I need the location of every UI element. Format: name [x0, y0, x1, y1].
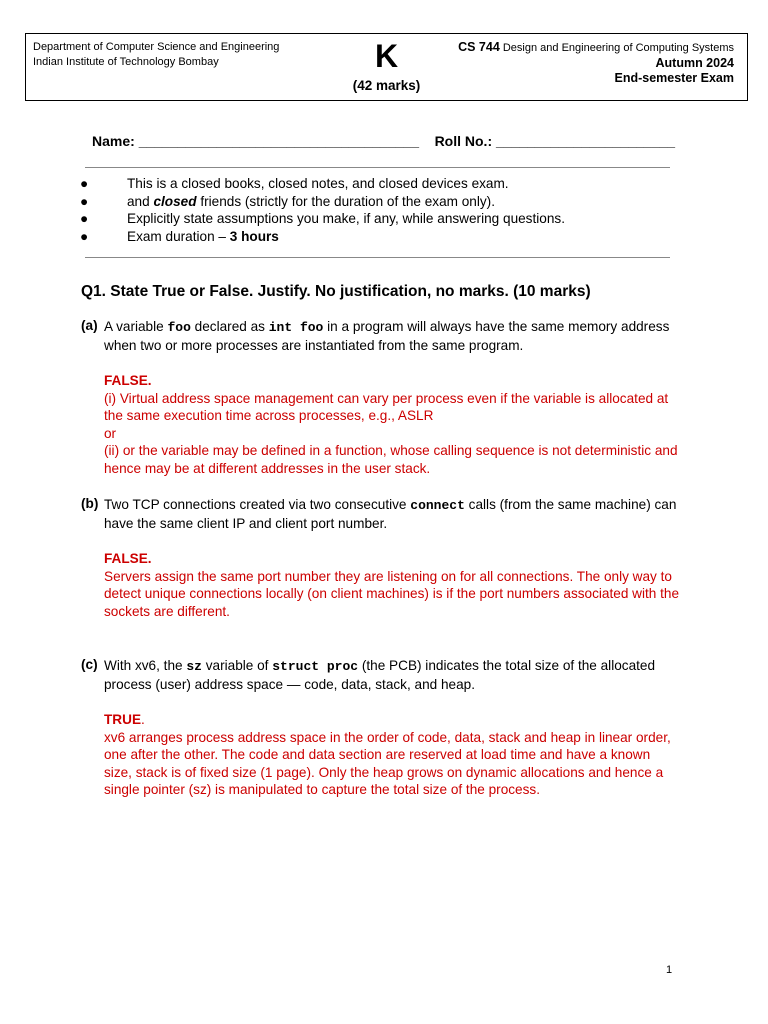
page-number: 1	[666, 964, 673, 976]
name-field[interactable]: ____________________________________	[138, 133, 419, 149]
instruction-item	[80, 228, 680, 246]
bullet: ●	[80, 193, 89, 209]
code-text: connect	[410, 498, 465, 513]
code-text: int foo	[268, 320, 324, 335]
course-name: Design and Engineering of Computing Systems	[502, 42, 734, 54]
department-name: Department of Computer Science and Engineering	[33, 41, 280, 53]
question-part-b	[81, 496, 681, 620]
institute-name: Indian Institute of Technology Bombay	[33, 56, 219, 68]
question-text: A variable foo declared as int foo in a program will always have the same memory address when two or more processes are instantiated from the same program.	[104, 319, 670, 353]
question-part-a	[81, 318, 681, 478]
instruction-text: Explicitly state assumptions you make, if any, while answering questions.	[127, 211, 565, 226]
name-label: Name:	[92, 133, 135, 149]
divider	[85, 167, 670, 168]
answer-text: Servers assign the same port number they are listening on for all connections. The only way to detect unique connections locally (on client machines) is if the port numbers associated with the sockets are different.	[104, 568, 680, 619]
roll-label: Roll No.:	[434, 133, 493, 149]
instruction-text: Exam duration –	[127, 228, 230, 244]
instruction-item	[80, 210, 680, 228]
instruction-text: friends (strictly for the duration of the exam only).	[196, 193, 495, 209]
answer-text: (ii) or the variable may be defined in a function, whose calling sequence is not deterministic and hence may be at different addresses in the user stack.	[104, 443, 678, 476]
bullet: ●	[80, 176, 89, 191]
instruction-text: and	[127, 193, 154, 209]
course-info	[458, 40, 734, 86]
roll-field[interactable]: _______________________	[496, 133, 676, 149]
part-label: (a)	[81, 318, 98, 333]
course-code: CS 744	[458, 40, 500, 54]
code-text: sz	[186, 659, 202, 674]
question-title: Q1. State True or False. Justify. No justification, no marks. (10 marks)	[81, 283, 591, 300]
instructions-list	[80, 175, 680, 245]
answer: TRUE. xv6 arranges process address space in the order of code, data, stack and heap in linear order, one after the other. The code and data section are reserved at load time and have a known size, stack is of fixed size (1 page). Only the heap grows on dynamic allocations and hence a single pointer (sz) is manipulated to capture the total size of the process.	[104, 711, 681, 799]
exam-term: Autumn 2024	[655, 56, 734, 70]
instruction-item	[80, 193, 680, 211]
answer-verdict: FALSE.	[104, 551, 152, 566]
student-fields	[92, 133, 675, 149]
answer	[104, 372, 681, 478]
bullet: ●	[80, 211, 89, 226]
emphasis-text: closed	[153, 193, 197, 209]
instruction-item	[80, 175, 680, 193]
answer-text: (i) Virtual address space management can vary per process even if the variable is allocated at the same execution time across processes, e.g., ASLR	[104, 390, 669, 424]
question-text: Two TCP connections created via two consecutive connect calls (from the same machine) can have the same client IP and client port number.	[104, 497, 677, 531]
exam-header	[25, 33, 748, 101]
answer-text: or	[104, 425, 117, 441]
part-label: (b)	[81, 496, 99, 511]
divider	[85, 257, 670, 258]
part-label: (c)	[81, 657, 98, 672]
answer-verdict: FALSE.	[104, 373, 152, 388]
exam-type: End-semester Exam	[614, 71, 734, 85]
total-marks: (42 marks)	[352, 78, 421, 93]
answer-text: xv6 arranges process address space in the order of code, data, stack and heap in linear order, one after the other. The code and data section are reserved at load time and have a known size, stack is of fixed size (1 page). Only the heap grows on dynamic allocations and hence a single pointer (sz) is manipulated to capture the total size of the process.	[104, 729, 671, 798]
exam-version: K	[374, 38, 399, 74]
answer-verdict: TRUE	[104, 712, 142, 727]
question-part-c	[81, 657, 681, 799]
instruction-text: This is a closed books, closed notes, and closed devices exam.	[127, 176, 509, 191]
bullet: ●	[80, 228, 89, 244]
code-text: foo	[167, 320, 191, 335]
answer	[104, 550, 681, 620]
question-text: With xv6, the sz variable of struct proc (the PCB) indicates the total size of the allocated process (user) address space — code, data, stack, and heap.	[104, 658, 656, 692]
exam-duration: 3 hours	[229, 228, 279, 244]
code-text: struct proc	[272, 659, 359, 674]
